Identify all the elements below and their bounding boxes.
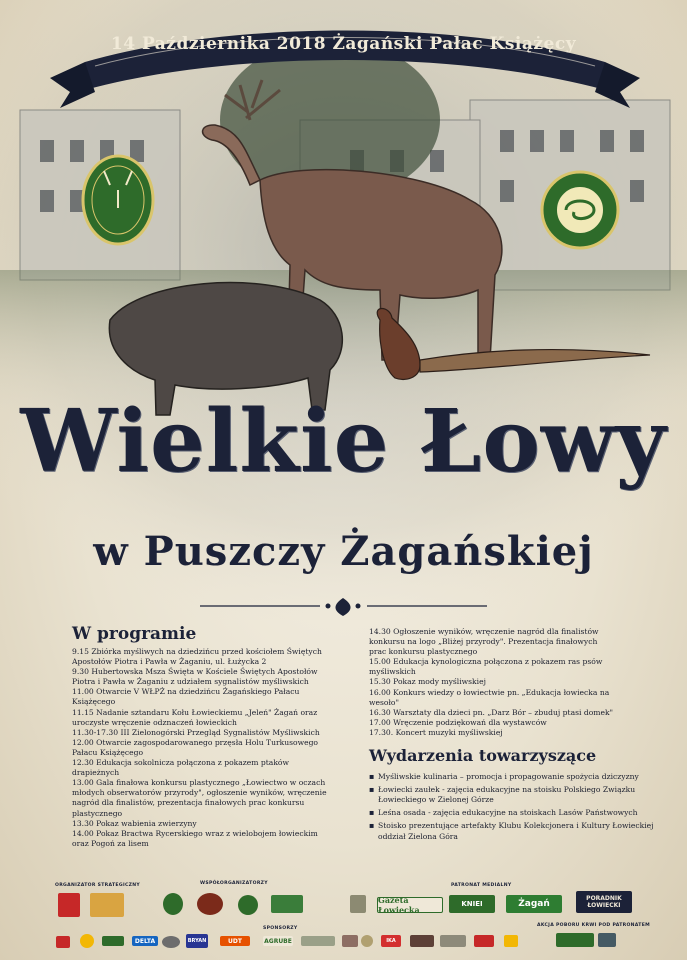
ornament-divider — [200, 596, 487, 618]
signal-review-emblem — [542, 172, 618, 248]
coorganizer-logo-4 — [271, 895, 303, 913]
grube-logo: AGRUBE — [264, 937, 292, 945]
program-left-line: 9.15 Zbiórka myśliwych na dziedzińcu przed kościołem Świętych — [72, 647, 322, 656]
program-left-line: 11.15 Nadanie sztandaru Kołu Łowieckiemu „Jeleń" Żagań oraz — [72, 707, 318, 717]
program-left-line: 9.30 Hubertowska Msza Święta w Kościele Świętych Apostołów — [72, 667, 318, 677]
media-patronage-label: PATRONAT MEDIALNY — [451, 883, 512, 888]
event-item: ▪ Łowiecki zaułek - zajęcia edukacyjne na stoisku Polskiego Związku Łowieckiego w Zielonej Górze — [369, 785, 659, 805]
event-date-location: 14 Października 2018 Żagański Pałac Książęcy — [110, 34, 577, 54]
program-left-line: Książęcego — [72, 697, 116, 707]
program-right-line: 17.00 Wręczenie podziękowań dla wystawców — [369, 717, 547, 727]
program-left-line: Piotra i Pawła w Żaganiu z udziałem sygnalistów myśliwskich — [72, 677, 309, 687]
coorganizer-logo-1 — [163, 893, 183, 915]
program-left-line: 14.00 Pokaz Bractwa Rycerskiego wraz z wielobojem łowieckim — [72, 828, 318, 838]
zagan-logo: Żagań — [506, 895, 562, 913]
program-left-line: Pałacu Książęcego — [72, 747, 144, 757]
poster-title-line1: Wielkie Łowy — [20, 391, 667, 492]
sponsor-logo-13 — [410, 935, 434, 947]
bryan-logo: BRYAN — [186, 934, 208, 948]
program-right-line: myśliwskich — [369, 667, 416, 677]
poradnik-lowiecki-logo: PORADNIK ŁOWIECKI — [576, 891, 632, 913]
sponsor-logo-9 — [301, 936, 335, 946]
poster-title-line2: w Puszczy Żagańskiej — [93, 528, 594, 575]
sponsor-logo-11 — [361, 935, 373, 947]
program-left-line: 13.00 Gala finałowa konkursu plastycznego „Łowiectwo w oczach — [72, 778, 326, 788]
coorganizers-label: WSPÓŁORGANIZATORZY — [200, 881, 268, 886]
program-right-line: 15.00 Edukacja kynologiczna połączona z pokazem ras psów — [369, 657, 603, 667]
program-left-line: plastycznego — [72, 808, 123, 818]
program-right-line: 16.30 Warsztaty dla dzieci pn. „Darz Bór – zbuduj ptasi domek" — [369, 707, 614, 717]
sponsor-logo-3 — [102, 936, 124, 946]
sponsor-logo-2 — [80, 934, 94, 948]
program-left-list — [72, 647, 364, 849]
strategic-organizer-label: ORGANIZATOR STRATEGICZNY — [55, 883, 141, 888]
program-right-line: prac konkursu plastycznego — [369, 647, 478, 657]
sponsors-label: SPONSORZY — [263, 926, 298, 931]
blood-drive-label: AKCJA POBORU KRWI POD PATRONATEM — [537, 923, 651, 928]
program-right-line: konkursu na logo „Bliżej przyrody". Prezentacja finałowych — [369, 637, 598, 647]
events-list — [369, 772, 659, 842]
program-right-line: 15.30 Pokaz mody myśliwskiej — [369, 677, 486, 687]
blood-drive-logo-2 — [598, 933, 616, 947]
knieja-logo: KNIEI — [449, 895, 495, 913]
sponsor-logo-10 — [342, 935, 358, 947]
event-item: ▪ Leśna osada - zajęcia edukacyjne na stoiskach Lasów Państwowych — [369, 808, 659, 818]
program-left-line: Apostołów Piotra i Pawła w Żaganiu, ul. Łużycka 2 — [72, 657, 267, 667]
coorganizer-logo-2 — [197, 893, 223, 915]
sponsor-logo-14 — [440, 935, 466, 947]
blood-drive-logo-1 — [556, 933, 594, 947]
program-right-column — [369, 627, 659, 845]
media-logo-1 — [350, 895, 366, 913]
event-item: ▪ Myśliwskie kulinaria – promocja i propagowanie spożycia dziczyzny — [369, 772, 659, 782]
program-heading: W programie — [72, 624, 197, 644]
organizer-logo — [90, 893, 124, 917]
program-right-line: 16.00 Konkurs wiedzy o łowiectwie pn. „Edukacja łowiecka na — [369, 687, 610, 697]
gazeta-lowiecka-logo: Gazeta Łowiecka — [377, 897, 443, 913]
program-right-line: 17.30. Koncert muzyki myśliwskiej — [369, 727, 503, 737]
ika-logo: IKA — [381, 935, 401, 947]
program-left-line: młodych obserwatorów przyrody", ogłoszenie wyników, wręczenie — [72, 788, 327, 798]
program-left-line: drapieżnych — [72, 768, 120, 778]
program-left-line: oraz Pogoń za lisem — [72, 838, 149, 848]
events-heading: Wydarzenia towarzyszące — [369, 746, 597, 766]
event-item: ▪ Stoisko prezentujące artefakty Klubu Kolekcjonera i Kultury Łowieckiej oddział Zielona Góra — [369, 821, 659, 841]
hunting-club-emblem — [83, 156, 153, 244]
udt-logo: UDT — [220, 936, 250, 946]
program-left-line: 12.30 Edukacja sokolnicza połączona z pokazem ptaków — [72, 758, 289, 768]
program-left-column — [72, 624, 364, 849]
sponsor-logo-16 — [504, 935, 518, 947]
sponsor-logo-5 — [162, 936, 180, 948]
program-left-line: nagród dla finalistów, prezentacja finałowych prac konkursu — [72, 798, 305, 808]
zagan-coat-of-arms-logo — [58, 893, 80, 917]
program-left-line: 11.00 Otwarcie V WŁPŻ na dziedzińcu Żagańskiego Pałacu — [72, 687, 300, 697]
program-right-line: wesoło" — [369, 697, 399, 707]
program-left-line: 11.30-17.30 III Zielonogórski Przegląd Sygnalistów Myśliwskich — [72, 727, 320, 737]
program-left-line: 12.00 Otwarcie zagospodarowanego przęsła Holu Turkusowego — [72, 737, 319, 747]
program-left-line: uroczyste wręczenie odznaczeń łowieckich — [72, 717, 237, 727]
sponsor-logo-15 — [474, 935, 494, 947]
sponsor-logo-1 — [56, 936, 70, 948]
coorganizer-logo-3 — [238, 895, 258, 915]
program-right-list — [369, 627, 659, 738]
program-left-line: 13.30 Pokaz wabienia zwierzyny — [72, 818, 197, 828]
program-right-line: 14.30 Ogłoszenie wyników, wręczenie nagród dla finalistów — [369, 627, 599, 636]
delta-logo: DELTA — [132, 936, 158, 946]
